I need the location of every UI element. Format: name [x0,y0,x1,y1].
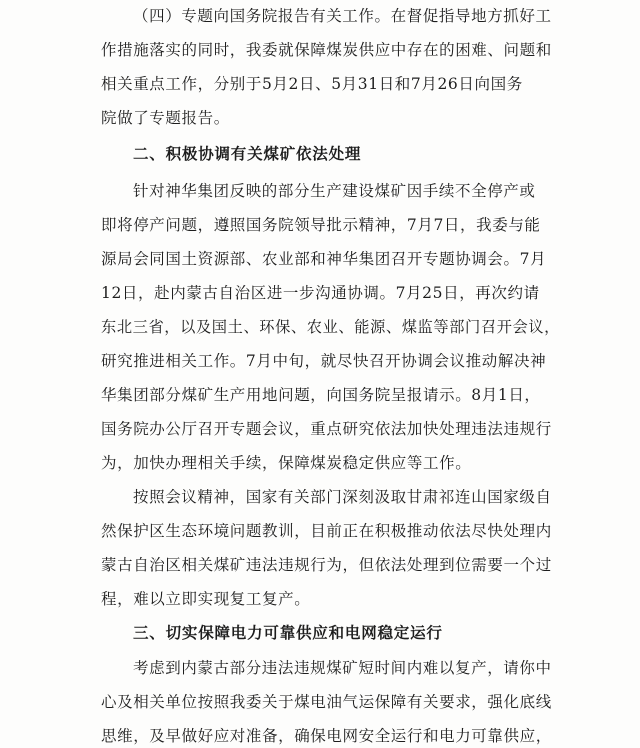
s3-para1-line-2: 心及相关单位按照我委关于煤电油气运保障有关要求，强化底线 [101,693,552,711]
para4-line-1: （四）专题向国务院报告有关工作。在督促指导地方抓好工 [133,7,552,25]
s2-para1-line-2: 即将停产问题，遵照国务院领导批示精神，7月7日，我委与能 [101,216,541,234]
s2-para2-line-3: 蒙古自治区相关煤矿违法违规行为，但依法处理到位需要一个过 [101,556,552,574]
s2-para1-line-1: 针对神华集团反映的部分生产建设煤矿因手续不全停产或 [133,182,536,200]
s2-para1-line-9: 为，加快办理相关手续，保障煤炭稳定供应等工作。 [101,454,472,472]
s3-para1-line-3: 思维，及早做好应对准备，确保电网安全运行和电力可靠供应， [101,727,552,745]
s2-para1-line-7: 华集团部分煤矿生产用地问题，向国务院呈报请示。8月1日， [101,386,541,404]
s2-para2-line-2: 然保护区生态环境问题教训，目前正在积极推动依法尽快处理内 [101,522,552,540]
s2-para1-line-3: 源局会同国土资源部、农业部和神华集团召开专题协调会。7月 [101,250,547,268]
s2-para1-line-5: 东北三省，以及国土、环保、农业、能源、煤监等部门召开会议， [101,318,561,336]
s2-para1-line-8: 国务院办公厅召开专题会议，重点研究依法加快处理违法违规行 [101,420,552,438]
section-3-heading: 三、切实保障电力可靠供应和电网稳定运行 [133,624,443,642]
s2-para2-line-4: 程，难以立即实现复工复产。 [101,590,311,608]
s2-para1-line-6: 研究推进相关工作。7月中旬，就尽快召开协调会议推动解决神 [101,352,547,370]
s3-para1-line-1: 考虑到内蒙古部分违法违规煤矿短时间内难以复产，请你中 [133,659,552,677]
para4-line-2: 作措施落实的同时，我委就保障煤炭供应中存在的困难、问题和 [101,41,552,59]
section-2-heading: 二、积极协调有关煤矿依法处理 [133,145,362,163]
s2-para1-line-4: 12日，赴内蒙古自治区进一步沟通协调。7月25日，再次约请 [101,284,540,302]
para4-line-4: 院做了专题报告。 [101,109,230,127]
para4-line-3: 相关重点工作，分别于5月2日、5月31日和7月26日向国务 [101,75,523,93]
s2-para2-line-1: 按照会议精神，国家有关部门深刻汲取甘肃祁连山国家级自 [133,488,552,506]
